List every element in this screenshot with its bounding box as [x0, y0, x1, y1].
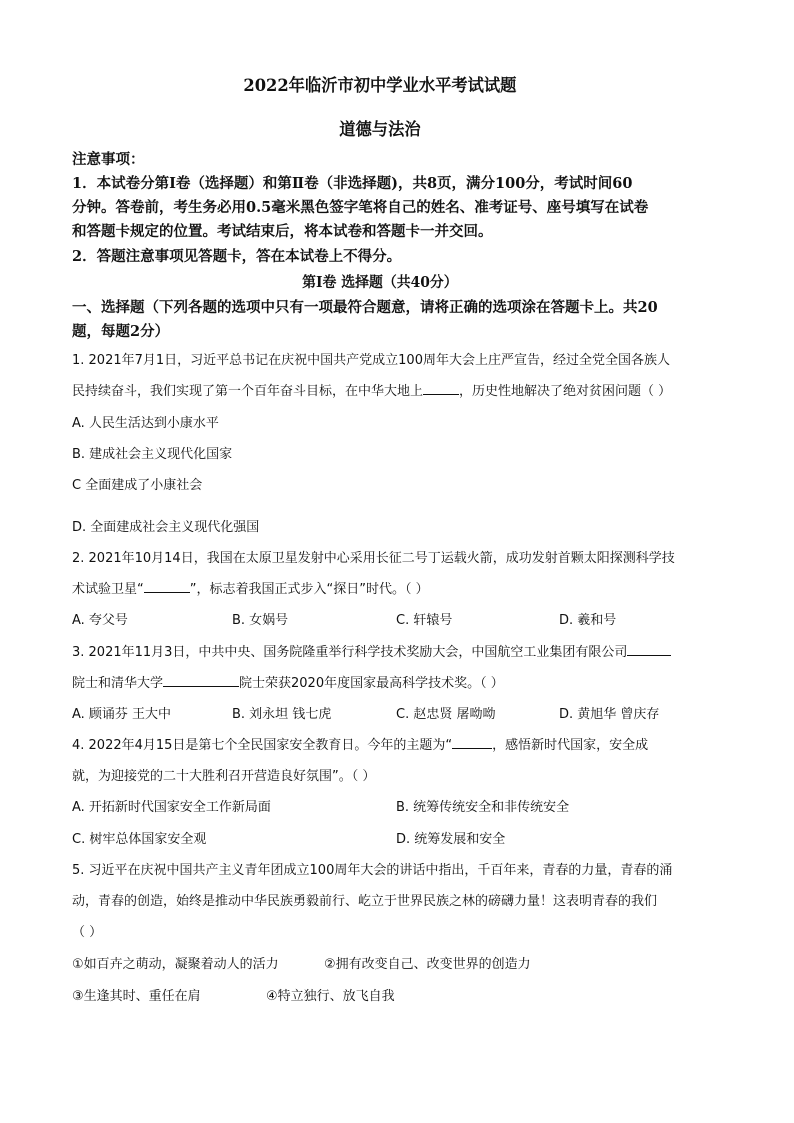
question-5-item-4: ④特立独行、放飞自我 [266, 989, 395, 1004]
question-5-item-2: ②拥有改变自己、改变世界的创造力 [324, 957, 531, 972]
section-instruction: 题，每题2分） [72, 323, 170, 340]
answer-blank [423, 382, 459, 395]
question-5-line: 动，青春的创造，始终是推动中华民族勇毅前行、屹立于世界民族之林的磅礴力量！这表明青春的我们 [72, 894, 658, 909]
section-title: 第Ⅰ卷 选择题（共40分） [302, 274, 458, 291]
question-text: 院士荣获2020年度国家最高科学技术奖。（ ） [239, 676, 504, 691]
question-3-line [72, 641, 671, 660]
question-5-item-3: ③生逢其时、重任在肩 [72, 989, 201, 1004]
question-1-option-c: C 全面建成了小康社会 [72, 478, 203, 493]
question-1-option-d: D. 全面建成社会主义现代化强国 [72, 520, 260, 535]
section-instruction: 一、选择题（下列各题的选项中只有一项最符合题意，请将正确的选项涂在答题卡上。共20 [72, 299, 658, 316]
answer-blank [452, 736, 492, 749]
notice-line: 和答题卡规定的位置。考试结束后，将本试卷和答题卡一并交回。 [72, 223, 493, 240]
notice-heading: 注意事项： [72, 151, 145, 168]
question-2-option-c: C. 轩辕号 [396, 613, 453, 628]
answer-blank [163, 674, 239, 687]
question-4-option-d: D. 统筹发展和安全 [396, 832, 506, 847]
question-4-option-a: A. 开拓新时代国家安全工作新局面 [72, 800, 271, 815]
question-4-option-c: C. 树牢总体国家安全观 [72, 832, 207, 847]
subject-title: 道德与法治 [339, 120, 421, 140]
question-1-option-a: A. 人民生活达到小康水平 [72, 416, 219, 431]
question-4-line [72, 734, 648, 753]
question-4-option-b: B. 统筹传统安全和非传统安全 [396, 800, 570, 815]
question-text: 院士和清华大学 [72, 676, 164, 691]
question-5-line: （ ） [72, 925, 103, 940]
notice-line: 分钟。答卷前，考生务必用0.5毫米黑色签字笔将自己的姓名、准考证号、座号填写在试卷 [72, 199, 649, 216]
question-3-line [72, 672, 504, 691]
question-2-option-b: B. 女娲号 [232, 613, 289, 628]
question-1-line: 1. 2021年7月1日，习近平总书记在庆祝中国共产党成立100周年大会上庄严宣告，经过全党全国各族人 [72, 353, 670, 368]
question-text: 术试验卫星“ [72, 582, 144, 597]
question-2-line: 2. 2021年10月14日，我国在太原卫星发射中心采用长征二号丁运载火箭，成功发射首颗太阳探测科学技 [72, 551, 675, 566]
exam-title: 2022年临沂市初中学业水平考试试题 [243, 76, 517, 96]
question-3-option-b: B. 刘永坦 钱七虎 [232, 707, 332, 722]
question-5-line: 5. 习近平在庆祝中国共产主义青年团成立100周年大会的讲话中指出，千百年来，青春的力量，青春的涌 [72, 863, 673, 878]
question-4-line: 就，为迎接党的二十大胜利召开营造良好氛围”。（ ） [72, 769, 376, 784]
question-1-option-b: B. 建成社会主义现代化国家 [72, 447, 233, 462]
notice-line: 2．答题注意事项见答题卡，答在本试卷上不得分。 [72, 248, 402, 265]
question-text: 3. 2021年11月3日，中共中央、国务院隆重举行科学技术奖励大会，中国航空工业集团有限公司 [72, 645, 628, 660]
question-text: ，感悟新时代国家，安全成 [492, 738, 649, 753]
answer-blank [627, 643, 671, 656]
question-3-option-c: C. 赵忠贤 屠呦呦 [396, 707, 496, 722]
question-2-option-d: D. 羲和号 [559, 613, 617, 628]
question-2-option-a: A. 夸父号 [72, 613, 128, 628]
question-3-option-a: A. 顾诵芬 王大中 [72, 707, 172, 722]
question-3-option-d: D. 黄旭华 曾庆存 [559, 707, 660, 722]
question-text: 4. 2022年4月15日是第七个全民国家安全教育日。今年的主题为“ [72, 738, 453, 753]
notice-line: 1．本试卷分第Ⅰ卷（选择题）和第Ⅱ卷（非选择题)，共8页，满分100分，考试时间60 [72, 175, 633, 192]
question-5-item-1: ①如百卉之萌动，凝聚着动人的活力 [72, 957, 279, 972]
question-text: ，历史性地解决了绝对贫困问题（ ） [459, 384, 672, 399]
question-1-line [72, 380, 671, 399]
question-text: ”，标志着我国正式步入“探日”时代。（ ） [189, 582, 429, 597]
question-text: 民持续奋斗，我们实现了第一个百年奋斗目标，在中华大地上 [72, 384, 424, 399]
answer-blank [144, 580, 190, 593]
question-2-line [72, 578, 429, 597]
